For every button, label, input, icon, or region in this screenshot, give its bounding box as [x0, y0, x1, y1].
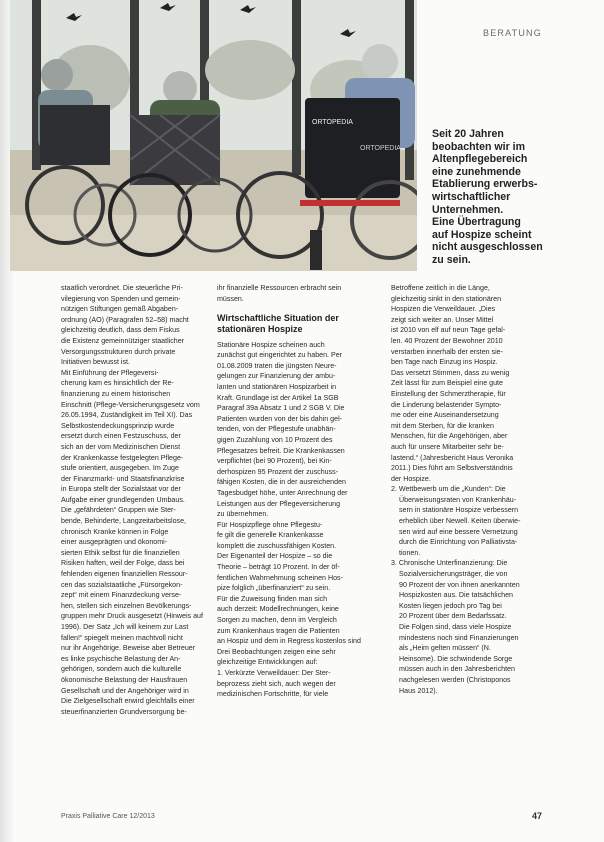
photo-caption [432, 128, 592, 267]
text-line: cen das sozialstaatliche „Fürsorgekon- [61, 580, 183, 589]
numbered-item-line: Heinsome). Die schwindende Sorge [399, 654, 513, 663]
text-line: Mit Einführung der Pflegeversi- [61, 368, 159, 377]
numbered-item-line: durch die Einrichtung von Palliativsta- [399, 538, 518, 547]
text-line: Zeit lässt für zum Beispiel eine gute [391, 379, 503, 388]
text-line: beprozess zieht sich, auch wegen der [217, 679, 336, 688]
numbered-item-line: Überweisungsraten von Krankenhäu- [399, 495, 517, 504]
text-line: ist 2010 von elf auf neun Tage gefal- [391, 326, 506, 335]
numbered-item-line: müssen auch in den Jahresberichten [399, 665, 515, 674]
numbered-item-line: nachgelesen werden (Christoponos [399, 675, 511, 684]
text-line: nützigen Stiftungen gemäß Abgaben- [61, 305, 179, 314]
text-line: die Linderung belastender Sympto- [391, 400, 502, 409]
numbered-item-start: 2. Wettbewerb um die „Kunden“: Die [391, 485, 506, 494]
numbered-item-line: als „Heim gelten müssen“ (N. [399, 644, 491, 653]
text-line: steuerfinanzierten Grundversorgung be- [61, 707, 187, 716]
text-line: Betroffene zeitlich in die Länge, [391, 284, 490, 292]
wheelchair-illustration [10, 0, 417, 271]
caption-line: auf Hospize scheint [432, 228, 532, 241]
text-line: Gesellschaft und der Angehöriger wird in [61, 686, 189, 695]
svg-text:ORTOPEDIA: ORTOPEDIA [360, 145, 401, 152]
text-line: 1. Verkürzte Verweildauer: Der Ster- [217, 669, 331, 677]
text-line: zu übernehmen. [217, 510, 269, 519]
text-line: tenden, von der Pflegestufe unabhän- [217, 425, 336, 434]
text-line: Einschnitt (Pflege-Versicherungsgesetz vom [61, 400, 200, 409]
text-line: lanten und stationären Hospizarbeit in [217, 382, 337, 391]
caption-line: eine zunehmende [432, 165, 521, 178]
text-line: der Krankenkasse festgelegten Pflege- [61, 453, 184, 462]
text-line: Theorie – beträgt 10 Prozent. In der öf- [217, 563, 340, 572]
text-line: chronisch Kranke können in Folge [61, 527, 169, 536]
text-line: auch für unsere Mitarbeiter sehr be- [391, 442, 504, 451]
text-line: bende, Behinderte, Langzeitarbeitslose, [61, 517, 187, 526]
text-line: ben Tage nach Einzug ins Hospiz. [391, 358, 498, 367]
text-line: Leistungen aus der Pflegeversicherung [217, 499, 341, 508]
text-line: gehörigen, sondern auch die kulturelle [61, 665, 182, 674]
text-line: Sorgen zu machen, denn im Vergleich [217, 616, 337, 625]
text-line: verstarben innerhalb der ersten sie- [391, 347, 503, 356]
text-line: vilegierung von Spenden und gemein- [61, 294, 181, 303]
text-line: Stationäre Hospize scheinen auch [217, 340, 325, 349]
caption-line: nicht ausgeschlossen [432, 241, 543, 254]
text-line: Selbstkostendeckungsprinzip wurde [61, 421, 175, 430]
wheelchair-brand-text: ORTOPEDIA [312, 119, 353, 126]
caption-line: Eine Übertragung [432, 216, 521, 229]
text-line: Kraft. Grundlage ist der Artikel 1a SGB [217, 393, 339, 402]
caption-line: beobachten wir im [432, 140, 526, 153]
caption-line: zu sein. [432, 253, 471, 266]
text-line: Patienten wurden von der bis dahin gel- [217, 414, 343, 423]
text-line: fehlenden eigenen finanziellen Ressour- [61, 570, 188, 579]
text-line: verpflichtet (bei 90 Prozent), bei Kin- [217, 457, 332, 466]
text-line: ordnung (AO) (Paragrafen 52–58) macht [61, 315, 189, 324]
text-line: in Europa stellt der Sozialstaat vor der [61, 485, 181, 494]
text-line: Für Hospizpflege ohne Pflegestu- [217, 520, 323, 529]
text-line: Für die Zuweisung finden man sich [217, 594, 328, 603]
text-line: fähigen Kosten, die in der ausreichenden [217, 478, 346, 487]
numbered-item-line: Sozialversicherungsträger, die von [399, 570, 508, 579]
text-line: medizinischen Fortschritte, für viele [217, 690, 329, 699]
text-line: ersetzt durch einen Festzuschuss, der [61, 432, 181, 441]
text-line: pize folglich „überfinanziert“ zu sein. [217, 584, 331, 593]
text-line: gleichzeitig deutlich, dass dem Fiskus [61, 326, 180, 335]
text-line: me oder eine Auseinandersetzung [391, 411, 499, 420]
text-line: gelungen zur Finanzierung der ambu- [217, 372, 336, 381]
numbered-item-line: 90 Prozent der von ihnen anerkannten [399, 580, 520, 589]
text-line: Paragraf 39a Absatz 1 und 2 SGB V. Die [217, 404, 345, 413]
text-line: Die „gefährdeten“ Gruppen wie Ster- [61, 506, 176, 515]
numbered-item-line: Haus 2012). [399, 686, 438, 695]
text-line: Versorgungsstrukturen durch private [61, 347, 176, 356]
text-line: 01.08.2009 traten die jüngsten Neure- [217, 361, 337, 370]
text-line: müssen. [217, 294, 244, 303]
numbered-item-line: tionen. [399, 548, 421, 557]
footer-publication: Praxis Palliative Care 12/2013 [61, 813, 155, 820]
section-heading: stationären Hospize [217, 324, 303, 335]
text-line: gleichzeitig sinkt in den stationären [391, 294, 502, 303]
text-line: Hospizen die Verweildauer. „Dies [391, 305, 496, 314]
text-line: einer ausgeprägten und ökonomi- [61, 538, 168, 547]
wheelchair-photo [10, 0, 417, 271]
text-line: zeigt sich weiter an. Unser Mittel [391, 315, 494, 324]
text-line: der Hospize. [391, 474, 431, 483]
text-line: Menschen, für die Angehörigen, aber [391, 432, 508, 441]
text-line: zunächst gut eingerichtet zu haben. Per [217, 351, 343, 360]
text-line: zum Krankenhaus tragen die Patienten [217, 626, 340, 635]
caption-line: Altenpflegebereich [432, 153, 528, 166]
section-label: BERATUNG [483, 28, 542, 38]
text-line: finanzierung zu einem historischen [61, 389, 171, 398]
numbered-item-start: 3. Chronische Unterfinanzierung: Die [391, 559, 508, 568]
caption-line: Etablierung erwerbs- [432, 178, 538, 191]
text-line: Aufgabe einer grundlegenden Umbaus. [61, 495, 185, 504]
text-line: 2011.) Dies führt am Selbstverständnis [391, 464, 513, 473]
text-line: fe gilt die generelle Krankenkasse [217, 531, 324, 540]
numbered-item-line: mindestens noch sind Finanzierungen [399, 633, 519, 642]
text-line: sich an der vom Medizinischen Dienst [61, 442, 181, 451]
section-heading: Wirtschaftliche Situation der [217, 313, 339, 324]
text-line: gruppen mehr Druck ausgesetzt (Hinweis auf [61, 612, 203, 621]
text-line: 1996). Der Satz „Ich will keinem zur Last [61, 623, 189, 631]
text-line: auch derzeit: Modellrechnungen, keine [217, 605, 339, 614]
text-line: Tagesbudget höhe, unter Anrechnung der [217, 488, 348, 497]
text-line: Das versetzt Stimmen, dass zu wenig [391, 368, 510, 377]
text-line: es linke psychische Belastung der An- [61, 654, 181, 663]
text-line: fallen!“ spiegelt meinen machtvoll nicht [61, 633, 183, 642]
caption-line: wirtschaftlicher [432, 190, 511, 203]
text-line: gleichzeitige Entwicklungen auf: [217, 658, 318, 667]
text-line: Risiken haften, weil der Folge, dass bei [61, 559, 185, 568]
text-column-2 [217, 283, 365, 700]
text-line: ihr finanzielle Ressourcen erbracht sein [217, 284, 342, 292]
text-line: der Finanzmarkt- und Staatsfinanzkrise [61, 474, 185, 483]
text-line: staatlich verordnet. Die steuerliche Pri- [61, 284, 183, 292]
text-line: Pflegesatzes befreit. Die Krankenkassen [217, 446, 345, 455]
text-line: Initiativen bewusst ist. [61, 358, 130, 367]
text-line: gigen Zuzahlung von 10 Prozent des [217, 435, 333, 444]
text-line: stufe orientiert, ausgegeben. Im Zuge [61, 464, 179, 473]
text-line: cherung kam es hinsichtlich der Re- [61, 379, 174, 388]
numbered-item-line: erheblich über Newell. Keiten überwie- [399, 517, 521, 526]
text-line: derhospizen 95 Prozent der zuschuss- [217, 467, 339, 476]
numbered-item-line: Hospizkosten aus. Die tatsächlichen [399, 591, 513, 600]
numbered-item-line: 20 Prozent über dem Bedarfssatz. [399, 612, 507, 621]
numbered-item-line: Die Folgen sind, dass viele Hospize [399, 623, 512, 631]
text-line: sierten Ethik selbst für die finanziellen [61, 548, 180, 557]
text-column-3 [391, 283, 543, 696]
text-line: len. 40 Prozent der Bewohner 2010 [391, 336, 503, 345]
text-line: hen, stellen sich einzelnen Bevölkerungs- [61, 601, 192, 610]
text-line: lastend.“ (Jahresbericht Haus Veronika [391, 453, 514, 462]
text-line: ökonomische Belastung der Hausfrauen [61, 675, 188, 684]
text-line: Drei Beobachtungen zeigen eine sehr [217, 647, 336, 656]
caption-line: Unternehmen. [432, 203, 504, 216]
text-line: fentlichen Wahrnehmung scheinen Hos- [217, 573, 343, 582]
text-line: zept“ mit einem Finanzdeckung verse- [61, 591, 182, 600]
text-line: Die Zielgesellschaft erwird gleichfalls einer [61, 697, 195, 706]
text-line: nur ihr Angehörige. Beweise aber Betreuer [61, 644, 196, 653]
numbered-item-line: sen wird auf eine bessere Vernetzung [399, 527, 518, 536]
text-line: Der Eigenanteil der Hospize – so die [217, 552, 333, 561]
text-line: 26.05.1994, Zuständigkeit im Teil XI). Das [61, 411, 193, 420]
text-line: mit dem Sterben, für die kranken [391, 421, 494, 430]
text-column-1 [61, 283, 209, 717]
text-line: an Hospiz und dem in Regress kostenlos sind [217, 637, 361, 646]
numbered-item-line: Kosten liegen jedoch pro Tag bei [399, 601, 502, 610]
text-line: die Existenz gemeinnütziger staatlicher [61, 336, 185, 345]
page-number: 47 [532, 811, 543, 821]
caption-line: Seit 20 Jahren [432, 128, 504, 140]
numbered-item-line: sern in stationäre Hospize verbessern [399, 506, 519, 515]
text-line: komplett die zuschussfähigen Kosten. [217, 541, 337, 550]
text-line: Einstellung der Schmerztherapie, für [391, 389, 506, 398]
